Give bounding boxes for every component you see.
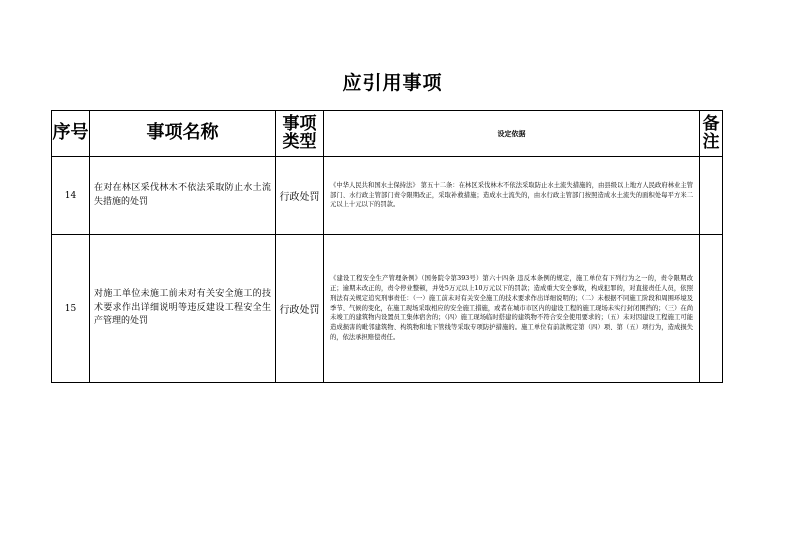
row-basis: 《中华人民共和国水土保持法》 第五十二条：在林区采伐林木不依法采取防止水土流失措施的，由县级以上地方人民政府林业主管部门、水行政主管部门责令限期改正，采取补救措施；造成水土流失的，由水行政主管部门按照造成水土流失的面积处每平方米二元以上十元以下的罚款。 [324,157,700,235]
row-note [700,235,723,383]
row-note [700,157,723,235]
header-basis: 设定依据 [324,111,700,157]
row-type: 行政处罚 [276,157,324,235]
document-title: 应引用事项 [342,72,443,94]
header-type: 事项类型 [276,111,324,157]
items-table [51,110,723,383]
row-name: 对施工单位未施工前未对有关安全施工的技术要求作出详细说明等违反建设工程安全生产管理的处罚 [90,235,276,383]
row-no: 14 [52,157,90,235]
row-basis: 《建设工程安全生产管理条例》（国务院令第393号）第六十四条 违反本条例的规定，施工单位有下列行为之一的，责令限期改正；逾期未改正的，责令停业整顿，并处5万元以上10万元以下的罚款；造成重大安全事故，构成犯罪的，对直接责任人员，依照刑法有关规定追究刑事责任：（一）施工前未对有关安全施工的技术要求作出详细说明的；（二）未根据不同施工阶段和周围环境及季节、气候的变化，在施工现场采取相应的安全施工措施，或者在城市市区内的建设工程的施工现场未实行封闭围挡的；（三）在尚未竣工的建筑物内设置员工集体宿舍的；（四）施工现场临时搭建的建筑物不符合安全使用要求的；（五）未对因建设工程施工可能造成损害的毗邻建筑物、构筑物和地下管线等采取专项防护措施的。施工单位有前款规定第（四）项、第（五）项行为，造成损失的，依法承担赔偿责任。 [324,235,700,383]
header-note: 备注 [700,111,723,157]
table-row [52,157,723,235]
table-row [52,235,723,383]
header-no: 序号 [52,111,90,157]
row-name: 在对在林区采伐林木不依法采取防止水土流失措施的处罚 [90,157,276,235]
header-name: 事项名称 [90,111,276,157]
row-no: 15 [52,235,90,383]
table-header-row [52,111,723,157]
row-type: 行政处罚 [276,235,324,383]
